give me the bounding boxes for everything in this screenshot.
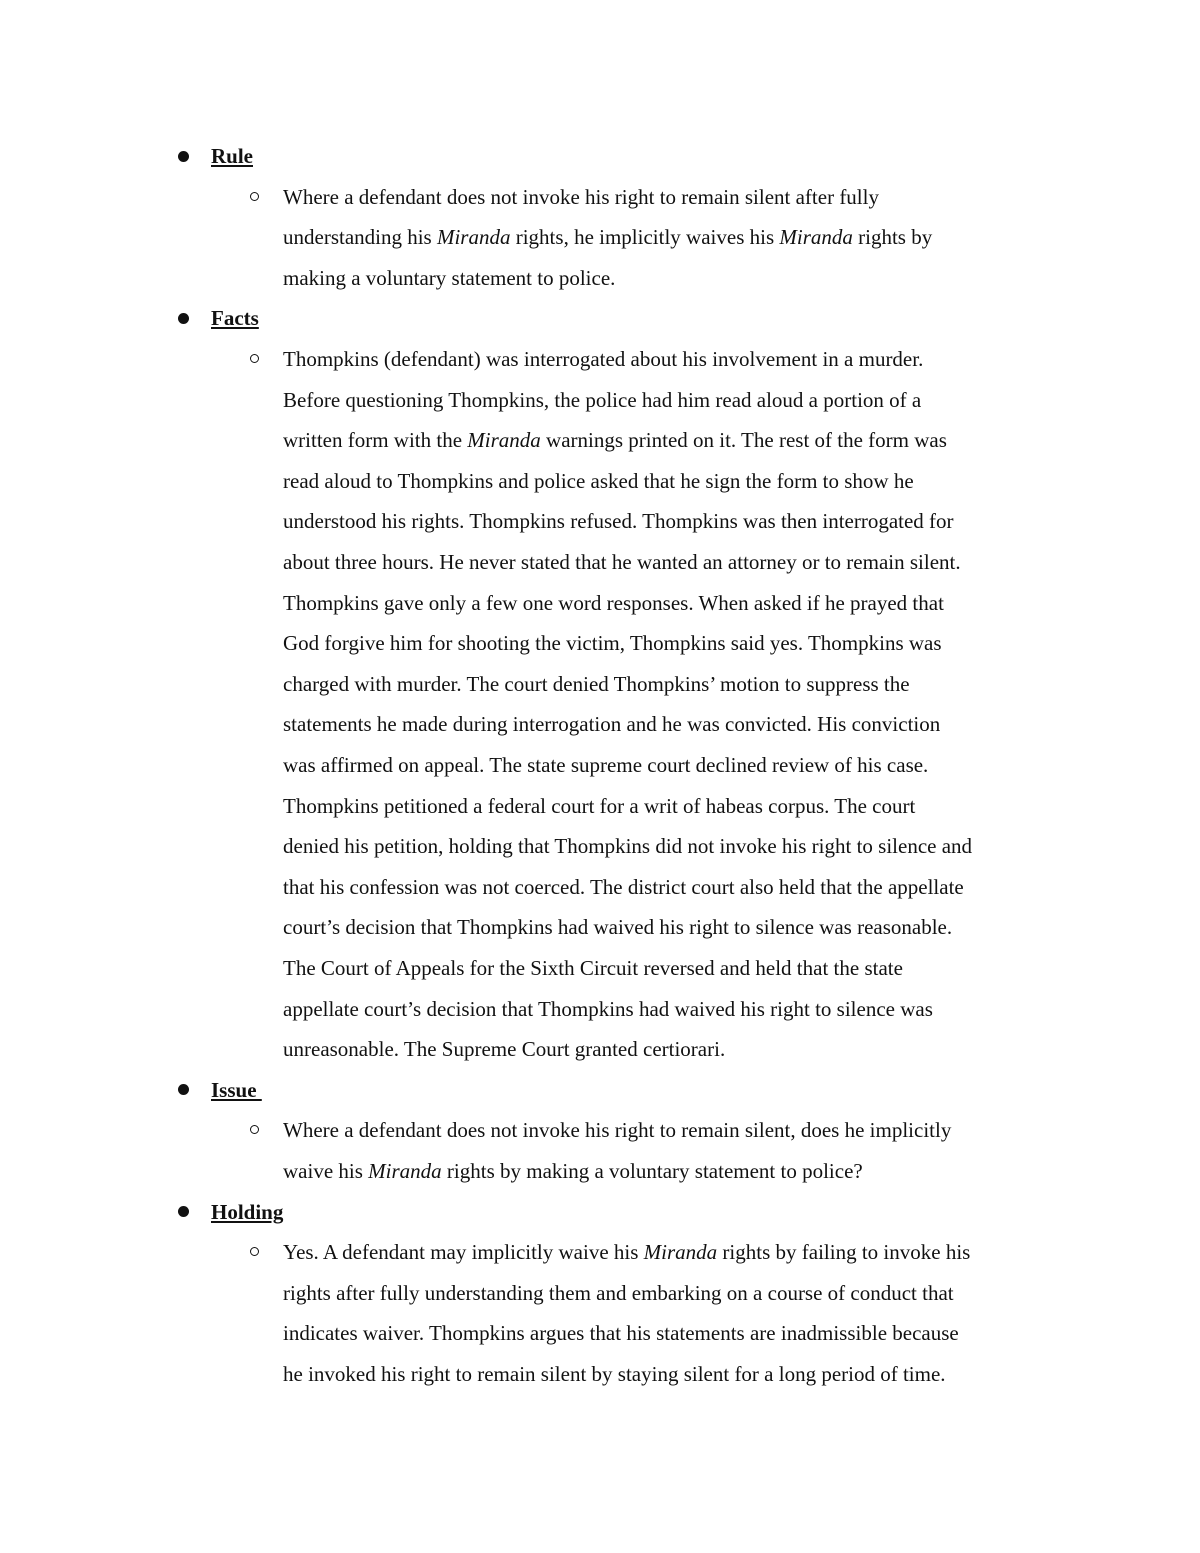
text-line [283, 826, 1073, 867]
text-line [283, 704, 1073, 745]
text-line [283, 217, 1073, 258]
heading-text: Facts [211, 306, 259, 331]
text-line [283, 664, 1073, 705]
text-line [283, 258, 1073, 299]
paragraph [283, 1232, 1073, 1394]
italic-case-name: Miranda [368, 1158, 442, 1183]
paragraph [283, 1110, 1073, 1191]
text-run: he invoked his right to remain silent by staying silent for a long period of time. [283, 1361, 946, 1386]
text-run: read aloud to Thompkins and police asked that he sign the form to show he [283, 468, 914, 493]
text-run: warnings printed on it. The rest of the form was [540, 428, 947, 453]
text-run: unreasonable. The Supreme Court granted certiorari. [283, 1037, 726, 1062]
section-heading-rule [176, 136, 253, 176]
text-run: rights by [852, 225, 933, 250]
text-run: rights after fully understanding them and embarking on a course of conduct that [283, 1280, 954, 1305]
text-line [283, 989, 1073, 1030]
heading-text: Issue [211, 1077, 262, 1102]
text-run: Thompkins (defendant) was interrogated about his involvement in a murder. [283, 347, 924, 371]
bullet-disc-icon [178, 1084, 189, 1095]
text-run: Before questioning Thompkins, the police had him read aloud a portion of a [283, 387, 922, 412]
text-run: rights, he implicitly waives his [510, 225, 780, 250]
text-run: understanding his [283, 225, 437, 250]
text-line [283, 1029, 1073, 1070]
text-line [283, 583, 1073, 624]
text-run: appellate court’s decision that Thompkins had waived his right to silence was [283, 996, 933, 1021]
text-run: rights by making a voluntary statement to police? [441, 1158, 863, 1183]
paragraph [283, 177, 1073, 299]
text-run: charged with murder. The court denied Thompkins’ motion to suppress the [283, 671, 910, 696]
section-heading-issue [176, 1070, 262, 1110]
text-run: making a voluntary statement to police. [283, 265, 616, 290]
italic-case-name: Miranda [436, 225, 511, 250]
text-run: written form with the [283, 428, 468, 453]
text-run: indicates waiver. Thompkins argues that his statements are inadmissible because [283, 1321, 959, 1346]
text-run: that his confession was not coerced. The district court also held that the appellate [283, 874, 964, 899]
text-line [283, 786, 1073, 827]
text-run: God forgive him for shooting the victim, Thompkins said yes. Thompkins was [283, 631, 942, 656]
heading-text: Rule [211, 144, 253, 168]
section-heading-facts [176, 298, 259, 338]
text-run: court’s decision that Thompkins had waived his right to silence was reasonable. [283, 915, 953, 940]
text-line [283, 339, 1073, 380]
text-line [283, 420, 1073, 461]
text-line [283, 1232, 1073, 1273]
section-heading-holding [176, 1192, 284, 1232]
bullet-circle-icon [250, 354, 259, 363]
text-run: denied his petition, holding that Thompkins did not invoke his right to silence and [283, 834, 973, 859]
text-line [283, 907, 1073, 948]
heading-text: Holding [211, 1199, 284, 1224]
text-run: was affirmed on appeal. The state supreme court declined review of his case. [283, 752, 929, 777]
text-line [283, 380, 1073, 421]
italic-case-name: Miranda [779, 225, 853, 250]
text-line [283, 1273, 1073, 1314]
text-line [283, 1110, 1073, 1151]
bullet-disc-icon [178, 313, 189, 324]
text-line [283, 948, 1073, 989]
text-line [283, 623, 1073, 664]
italic-case-name: Miranda [467, 428, 541, 453]
bullet-circle-icon [250, 192, 259, 201]
text-line [283, 1313, 1073, 1354]
text-line [283, 867, 1073, 908]
text-run: Where a defendant does not invoke his right to remain silent after fully [283, 184, 879, 209]
paragraph [283, 339, 1073, 1070]
text-line [283, 177, 1073, 218]
text-line [283, 542, 1073, 583]
bullet-circle-icon [250, 1125, 259, 1134]
text-run: The Court of Appeals for the Sixth Circuit reversed and held that the state [283, 955, 903, 980]
text-run: waive his [283, 1158, 369, 1183]
bullet-disc-icon [178, 1206, 189, 1217]
text-line [283, 1354, 1073, 1395]
text-run: statements he made during interrogation and he was convicted. His conviction [283, 712, 941, 737]
text-line [283, 461, 1073, 502]
italic-case-name: Miranda [643, 1240, 718, 1265]
text-run: Yes. A defendant may implicitly waive his [283, 1240, 644, 1265]
text-run: about three hours. He never stated that he wanted an attorney or to remain silent. [283, 549, 961, 574]
text-run: understood his rights. Thompkins refused. Thompkins was then interrogated for [283, 509, 954, 534]
text-line [283, 501, 1073, 542]
text-line [283, 1151, 1073, 1192]
text-line [283, 745, 1073, 786]
bullet-disc-icon [178, 151, 189, 162]
text-run: Where a defendant does not invoke his right to remain silent, does he implicitly [283, 1118, 952, 1143]
text-run: Thompkins petitioned a federal court for a writ of habeas corpus. The court [283, 793, 916, 818]
text-run: Thompkins gave only a few one word responses. When asked if he prayed that [283, 590, 944, 615]
text-run: rights by failing to invoke his [717, 1240, 971, 1265]
bullet-circle-icon [250, 1247, 259, 1256]
